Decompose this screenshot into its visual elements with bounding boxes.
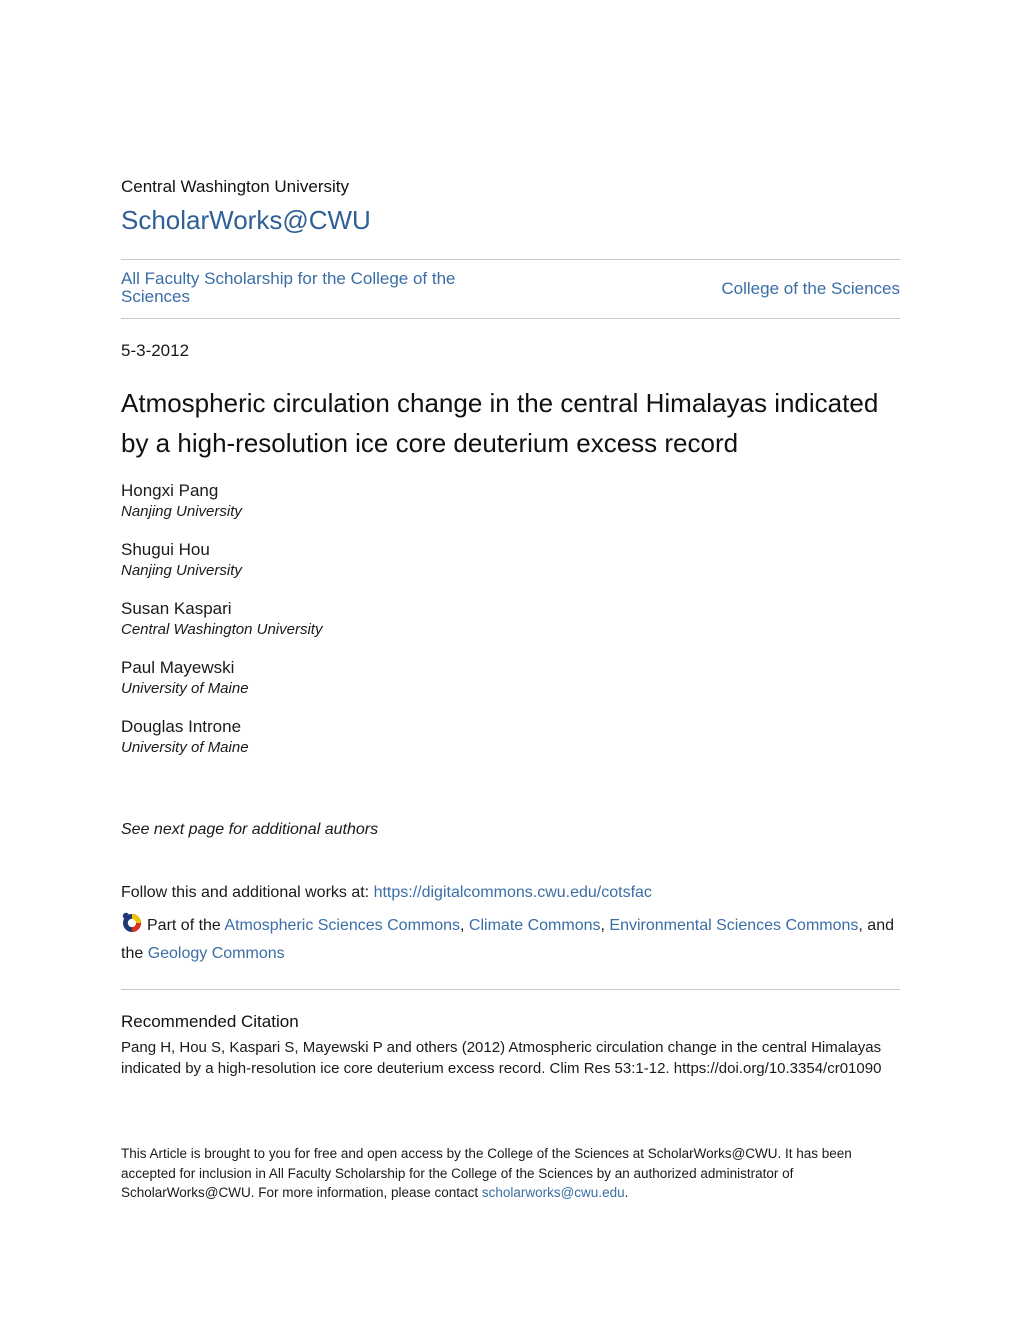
part-of-prefix: Part of the (147, 917, 225, 934)
divider (121, 318, 900, 319)
university-name: Central Washington University (121, 177, 350, 196)
collection-url-link[interactable]: https://digitalcommons.cwu.edu/cotsfac (373, 884, 652, 901)
additional-authors-note: See next page for additional authors (121, 821, 379, 838)
author-affiliation: Nanjing University (121, 503, 242, 520)
separator: , and the (121, 917, 894, 962)
footer-end: . (624, 1185, 629, 1200)
divider (121, 989, 900, 990)
author-name: Susan Kaspari (121, 599, 232, 618)
footer-note (121, 1144, 900, 1203)
cover-page (121, 0, 900, 1320)
environmental-sciences-commons-link[interactable]: Environmental Sciences Commons (609, 917, 859, 934)
collection-link[interactable]: All Faculty Scholarship for the College of the Sciences (121, 269, 456, 306)
author-affiliation: Central Washington University (121, 621, 323, 638)
author-entry (121, 657, 322, 699)
author-entry (121, 539, 322, 581)
author-entry (121, 480, 322, 522)
follow-line (121, 884, 652, 902)
author-name: Douglas Introne (121, 717, 242, 736)
climate-commons-link[interactable]: Climate Commons (468, 917, 601, 934)
footer-text: This Article is brought to you for free and open access by the College of the Sciences at ScholarWorks@CWU. It has been accepted for inclusion in All Faculty Scholarship for the College of the Sciences by an authorized administrator of ScholarWorks@CWU. For more information, please contact (121, 1146, 852, 1200)
part-of-line (121, 912, 900, 968)
author-entry (121, 716, 322, 758)
citation-text: Pang H, Hou S, Kaspari S, Mayewski P and others (2012) Atmospheric circulation change in the central Himalayas indicated by a high-resolution ice core deuterium excess record. Clim Res 53:1-12. https://doi.org/10.3354/cr01090 (121, 1039, 882, 1077)
author-affiliation: University of Maine (121, 739, 249, 756)
repository-link[interactable]: ScholarWorks@CWU (121, 205, 371, 235)
follow-prefix: Follow this and additional works at: (121, 884, 374, 901)
publication-date: 5-3-2012 (121, 341, 190, 360)
divider (121, 259, 900, 260)
author-name: Hongxi Pang (121, 481, 219, 500)
citation-heading: Recommended Citation (121, 1012, 299, 1031)
college-link[interactable]: College of the Sciences (721, 279, 900, 298)
separator: , (460, 917, 469, 934)
atmospheric-sciences-commons-link[interactable]: Atmospheric Sciences Commons (224, 917, 461, 934)
separator: , (600, 917, 610, 934)
contact-email-link[interactable]: scholarworks@cwu.edu (481, 1185, 625, 1200)
geology-commons-link[interactable]: Geology Commons (147, 945, 285, 962)
author-name: Paul Mayewski (121, 658, 235, 677)
author-entry (121, 598, 322, 640)
author-affiliation: Nanjing University (121, 562, 242, 579)
author-affiliation: University of Maine (121, 680, 249, 697)
article-title: Atmospheric circulation change in the central Himalayas indicated by a high-resolution ice core deuterium excess record (121, 388, 879, 458)
author-name: Shugui Hou (121, 540, 210, 559)
network-commons-icon (121, 912, 145, 934)
author-list (121, 480, 322, 775)
